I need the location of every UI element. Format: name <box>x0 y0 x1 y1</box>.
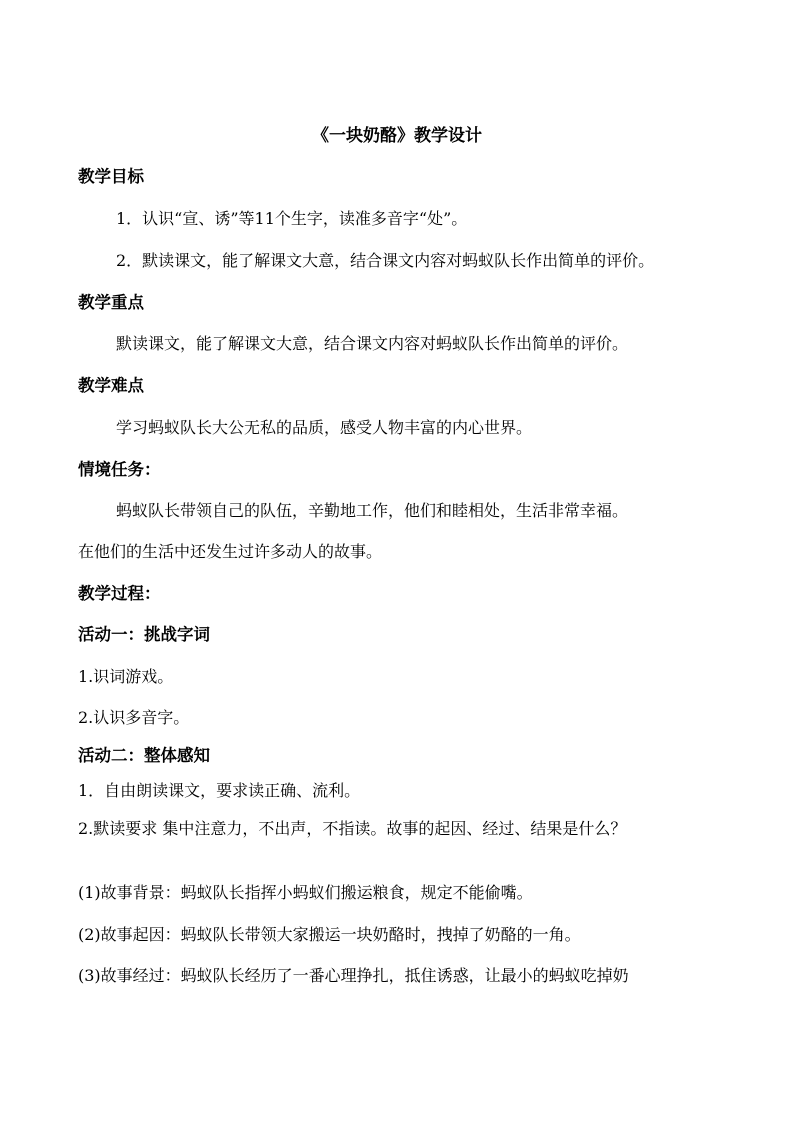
situation-line-2: 在他们的生活中还发生过许多动人的故事。 <box>78 542 383 561</box>
document-title: 《一块奶酪》教学设计 <box>312 126 482 146</box>
activity2-item-1: 1．自由朗读课文，要求读正确、流利。 <box>78 781 361 800</box>
activity1-item-2: 2.认识多音字。 <box>78 708 190 727</box>
story-process: (3)故事经过：蚂蚁队长经历了一番心理挣扎，抵住诱惑，让最小的蚂蚁吃掉奶 <box>78 966 629 985</box>
goal-item-2: 2．默读课文，能了解课文大意，结合课文内容对蚂蚁队长作出简单的评价。 <box>116 251 655 270</box>
difficulties-text: 学习蚂蚁队长大公无私的品质，感受人物丰富的内心世界。 <box>116 418 533 437</box>
goal-item-1: 1．认识“宣、诱”等11个生字，读准多音字“处”。 <box>116 209 468 228</box>
process-heading: 教学过程： <box>78 584 161 603</box>
activity1-heading: 活动一：挑战字词 <box>78 625 210 644</box>
goals-heading: 教学目标 <box>78 167 144 186</box>
situation-line-1: 蚂蚁队长带领自己的队伍，辛勤地工作，他们和睦相处，生活非常幸福。 <box>116 501 629 520</box>
activity2-heading: 活动二：整体感知 <box>78 746 210 765</box>
difficulties-heading: 教学难点 <box>78 376 144 395</box>
story-cause: (2)故事起因：蚂蚁队长带领大家搬运一块奶酪时，拽掉了奶酪的一角。 <box>78 925 581 944</box>
activity1-item-1: 1.识词游戏。 <box>78 667 174 686</box>
situation-heading: 情境任务： <box>78 460 161 479</box>
activity2-item-2: 2.默读要求 集中注意力，不出声，不指读。故事的起因、经过、结果是什么？ <box>78 819 627 838</box>
key-points-text: 默读课文，能了解课文大意，结合课文内容对蚂蚁队长作出简单的评价。 <box>116 334 629 353</box>
story-background: (1)故事背景：蚂蚁队长指挥小蚂蚁们搬运粮食，规定不能偷嘴。 <box>78 883 533 902</box>
key-points-heading: 教学重点 <box>78 293 144 312</box>
